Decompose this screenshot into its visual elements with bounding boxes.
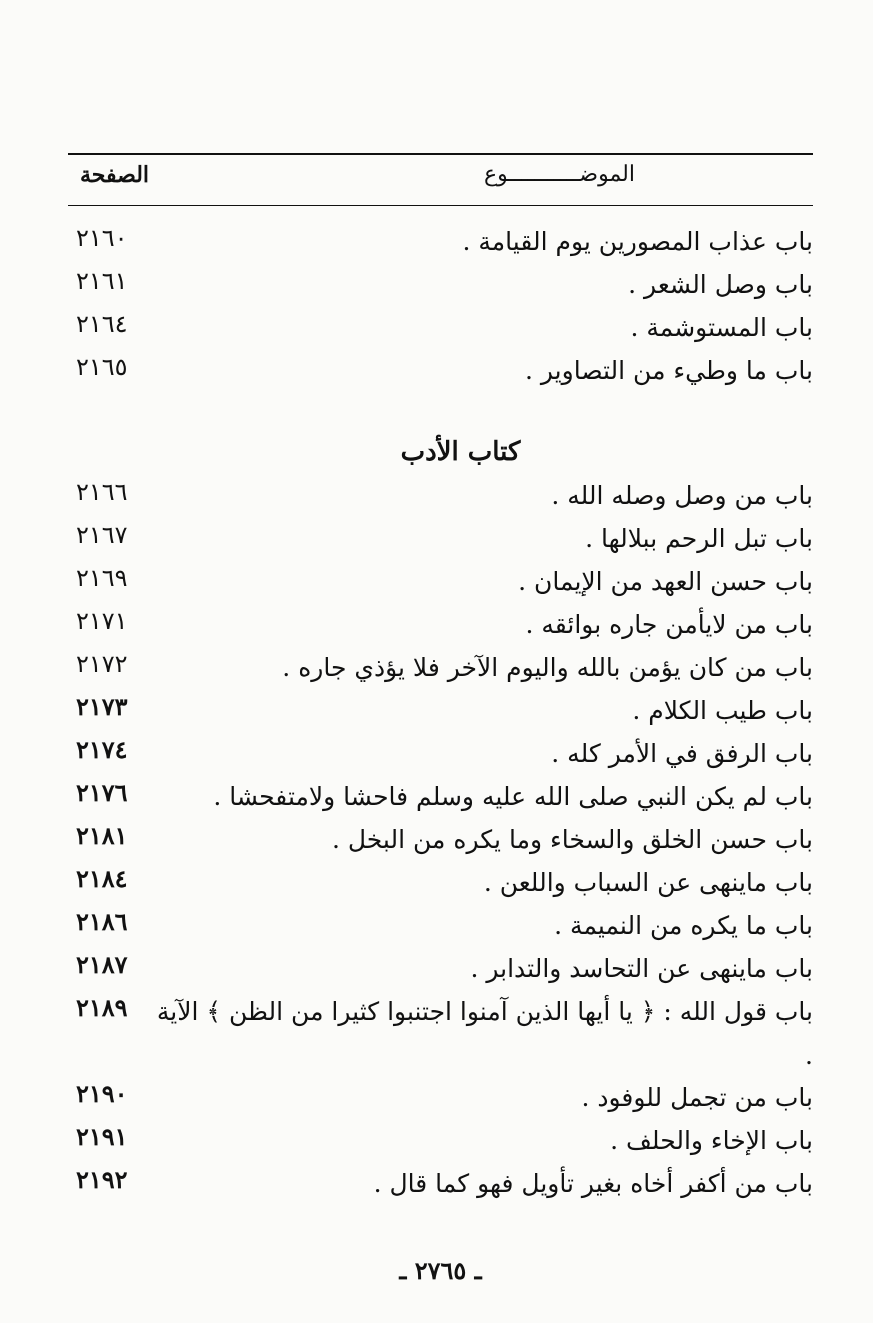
- index-entry: [68, 861, 813, 905]
- entry-page-number: ٢١٨٦: [76, 907, 128, 936]
- entry-title: باب قول الله : ﴿ يا أيها الذين آمنوا اجتنبوا كثيرا من الظن ﴾ الآية .: [156, 997, 813, 1070]
- page-number: ـ ٢٧٦٥ ـ: [399, 1256, 482, 1285]
- index-entry: [68, 689, 813, 733]
- index-entry: [68, 560, 813, 604]
- entry-title: باب من لايأمن جاره بوائقه .: [525, 610, 813, 639]
- index-entry: [68, 904, 813, 948]
- index-entry: [68, 263, 813, 307]
- entry-title: باب الرفق في الأمر كله .: [551, 739, 813, 768]
- index-entry: [68, 603, 813, 647]
- entry-title: باب عذاب المصورين يوم القيامة .: [462, 227, 813, 256]
- entry-title: باب ما يكره من النميمة .: [554, 911, 813, 940]
- entry-page-number: ٢١٨٩: [76, 993, 128, 1022]
- entry-title: باب الإخاء والحلف .: [610, 1126, 813, 1155]
- entry-title: باب المستوشمة .: [630, 313, 813, 342]
- entry-page-number: ٢١٩١: [76, 1122, 128, 1151]
- index-entry: [68, 474, 813, 518]
- entry-title: باب حسن العهد من الإيمان .: [518, 567, 813, 596]
- entry-title: باب ماينهى عن السباب واللعن .: [483, 868, 813, 897]
- entry-title: باب من وصل وصله الله .: [551, 481, 813, 510]
- index-entry: [68, 220, 813, 264]
- index-entry: [68, 646, 813, 690]
- index-entry: [68, 990, 813, 1078]
- entry-page-number: ٢١٧١: [76, 607, 128, 635]
- entry-page-number: ٢١٧٢: [76, 650, 128, 678]
- index-entry: [68, 349, 813, 393]
- entry-title: باب ماينهى عن التحاسد والتدابر .: [470, 954, 813, 983]
- section-title: كتاب الأدب: [400, 437, 521, 467]
- index-entry: [68, 775, 813, 819]
- entry-title: باب وصل الشعر .: [628, 270, 813, 299]
- index-entry: [68, 1076, 813, 1120]
- entry-title: باب من تجمل للوفود .: [581, 1083, 813, 1112]
- entry-page-number: ٢١٨٧: [76, 950, 128, 979]
- entry-page-number: ٢١٧٤: [76, 735, 128, 764]
- entry-title: باب من أكفر أخاه بغير تأويل فهو كما قال .: [373, 1169, 813, 1198]
- entry-page-number: ٢١٧٣: [76, 692, 128, 721]
- index-page: [68, 0, 813, 1323]
- index-entry: [68, 306, 813, 350]
- header-bottom-rule: [68, 205, 813, 206]
- table-header: [68, 160, 813, 200]
- entry-title: باب حسن الخلق والسخاء وما يكره من البخل .: [331, 825, 813, 854]
- entry-title: باب من كان يؤمن بالله واليوم الآخر فلا يؤذي جاره .: [282, 653, 813, 682]
- entry-title: باب طيب الكلام .: [632, 696, 813, 725]
- index-entry: [68, 1119, 813, 1163]
- entry-page-number: ٢١٩٠: [76, 1079, 128, 1108]
- index-entry: [68, 947, 813, 991]
- entry-page-number: ٢١٦٧: [76, 521, 128, 549]
- header-top-rule: [68, 153, 813, 155]
- entry-page-number: ٢١٨١: [76, 821, 128, 850]
- entry-page-number: ٢١٧٦: [76, 778, 128, 807]
- entry-title: باب لم يكن النبي صلى الله عليه وسلم فاحشا ولامتفحشا .: [213, 782, 813, 811]
- entry-title: باب تبل الرحم ببلالها .: [585, 524, 813, 553]
- subject-column-header: الموضـــــــــــوع: [484, 162, 635, 187]
- index-entry: [68, 517, 813, 561]
- index-entry: [68, 1162, 813, 1206]
- entry-title: باب ما وطيء من التصاوير .: [524, 356, 813, 385]
- entry-page-number: ٢١٦٥: [76, 353, 128, 381]
- entry-page-number: ٢١٦٩: [76, 564, 128, 592]
- entry-page-number: ٢١٦٦: [76, 478, 128, 506]
- entry-page-number: ٢١٩٢: [76, 1165, 128, 1194]
- index-entry: [68, 732, 813, 776]
- entry-page-number: ٢١٨٤: [76, 864, 128, 893]
- entry-page-number: ٢١٦٠: [76, 224, 128, 252]
- index-entry: [68, 818, 813, 862]
- entry-page-number: ٢١٦١: [76, 267, 128, 295]
- page-column-header: الصفحة: [80, 162, 150, 188]
- entry-page-number: ٢١٦٤: [76, 310, 128, 338]
